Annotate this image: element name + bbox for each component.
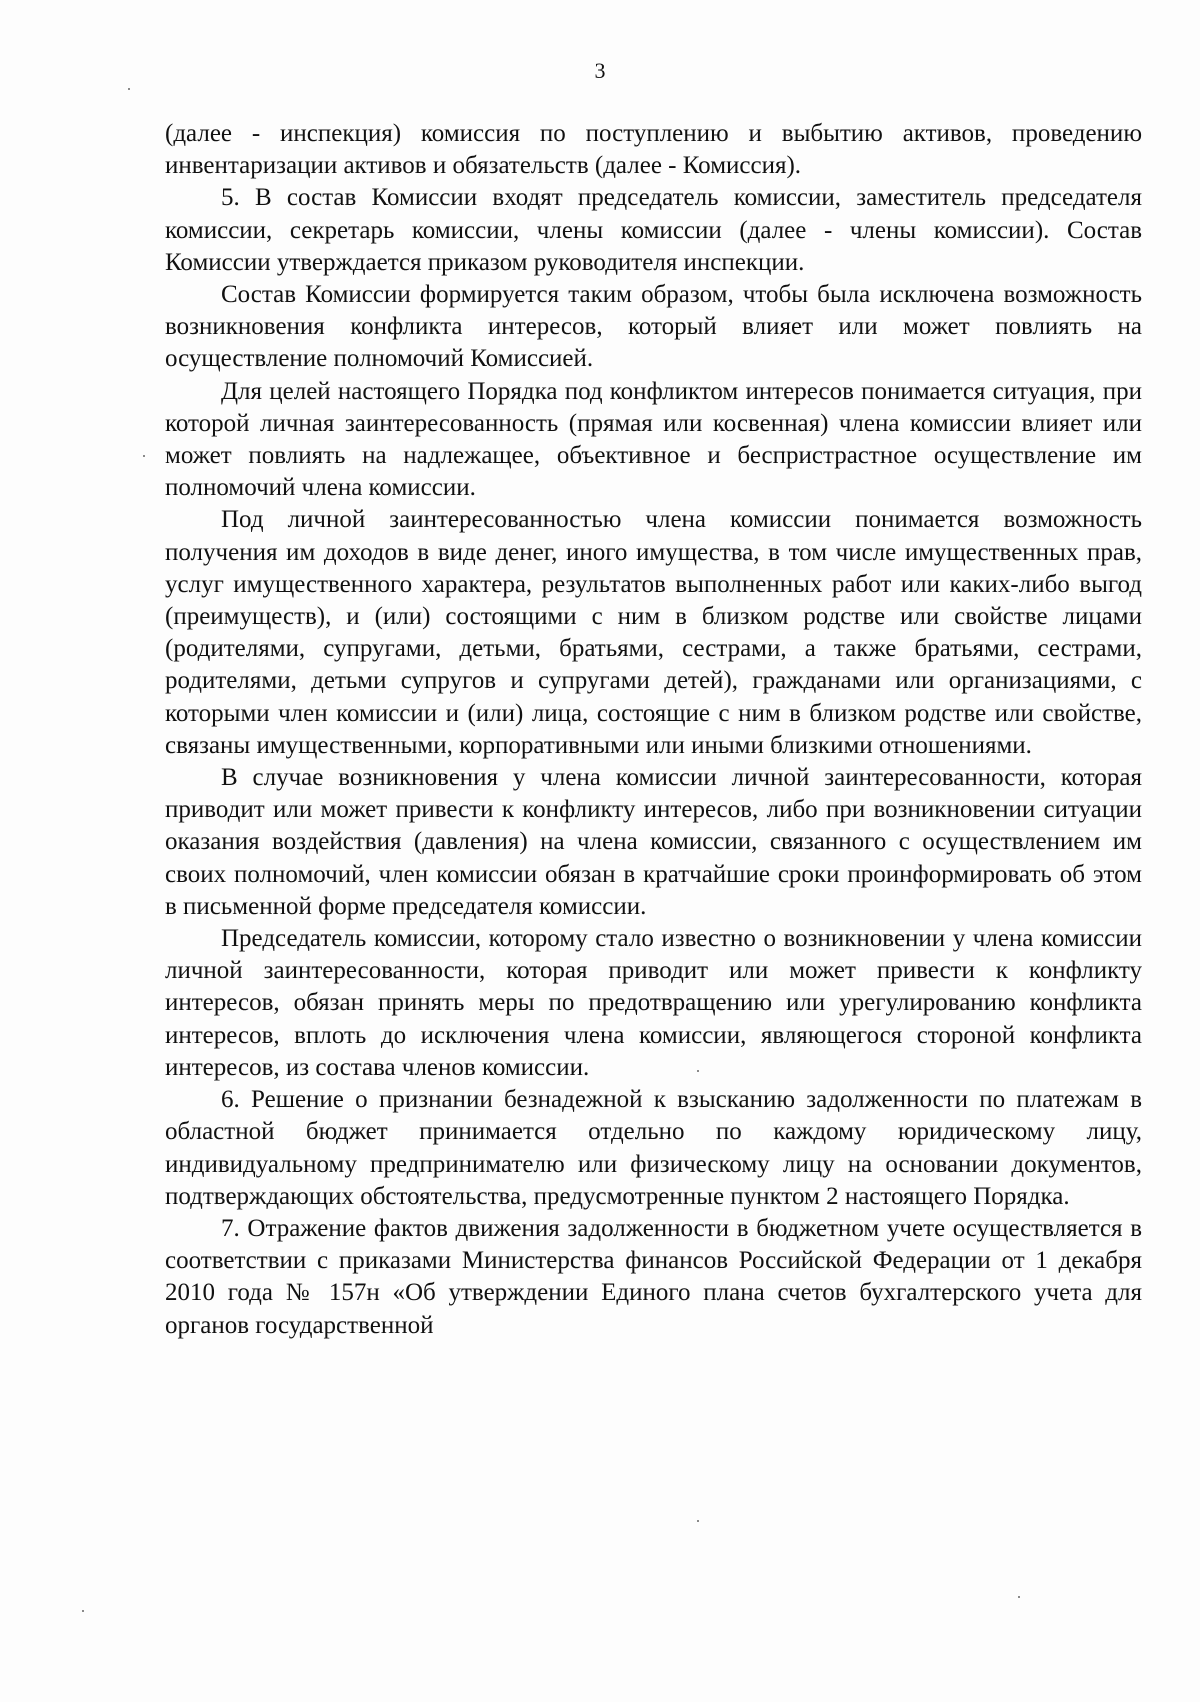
paragraph-item-7: 7. Отражение фактов движения задолженности в бюджетном учете осуществляется в соответствии с приказами Министерства финансов Российской Федерации от 1 декабря 2010 года № 157н «Об утверждении Единого плана счетов бухгалтерского учета для органов государственной: [165, 1214, 1142, 1339]
paragraph-notification-duty: В случае возникновения у члена комиссии личной заинтересованности, которая приводит или может привести к конфликту интересов, либо при возникновении ситуации оказания воздействия (давления) на члена комиссии, связанного с осуществлением им своих полномочий, член комиссии обязан в кратчайшие сроки проинформировать об этом в письменной форме председателя комиссии.: [165, 764, 1142, 920]
paragraph-conflict-definition: Для целей настоящего Порядка под конфликтом интересов понимается ситуация, при которой личная заинтересованность (прямая или косвенная) члена комиссии влияет или может повлиять на надлежащее, объективное и беспристрастное осуществление им полномочий члена комиссии.: [165, 377, 1142, 502]
paragraph-item-6: 6. Решение о признании безнадежной к взысканию задолженности по платежам в областной бюджет принимается отдельно по каждому юридическому лицу, индивидуальному предпринимателю или физическому лицу на основании документов, подтверждающих обстоятельства, предусмотренные пунктом 2 настоящего Порядка.: [165, 1086, 1142, 1210]
scan-speck: [1018, 1596, 1020, 1598]
scan-speck: [697, 1520, 699, 1522]
scan-speck: [143, 455, 145, 457]
paragraph-personal-interest: Под личной заинтересованностью члена комиссии понимается возможность получения им доходов в виде денег, иного имущества, в том числе имущественных прав, услуг имущественного характера, результатов выполненных работ или каких-либо выгод (преимуществ), и (или) состоящими с ним в близком родстве или свойстве лицами (родителями, супругами, детьми, братьями, сестрами, а также братьями, сестрами, родителями, детьми супругов и супругами детей), гражданами или организациями, с которыми член комиссии и (или) лица, состоящие с ним в близком родстве или свойстве, связаны имущественными, корпоративными или иными близкими отношениями.: [165, 506, 1142, 759]
scan-speck: [697, 1070, 699, 1072]
paragraph-commission-composition: Состав Комиссии формируется таким образом, чтобы была исключена возможность возникновения конфликта интересов, который влияет или может повлиять на осуществление полномочий Комиссией.: [165, 281, 1142, 373]
paragraph-continuation: (далее - инспекция) комиссия по поступлению и выбытию активов, проведению инвентаризации активов и обязательств (далее - Комиссия).: [165, 120, 1142, 180]
page-number: 3: [594, 58, 606, 83]
scan-speck: [128, 88, 130, 90]
paragraph-item-5: 5. В состав Комиссии входят председатель комиссии, заместитель председателя комиссии, секретарь комиссии, члены комиссии (далее - члены комиссии). Состав Комиссии утверждается приказом руководителя инспекции.: [165, 184, 1142, 276]
scan-speck: [82, 1610, 84, 1612]
document-body: [165, 118, 1142, 1342]
paragraph-chairman-measures: Председатель комиссии, которому стало известно о возникновении у члена комиссии личной заинтересованности, которая приводит или может привести к конфликту интересов, обязан принять меры по предотвращению или урегулированию конфликта интересов, вплоть до исключения члена комиссии, являющегося стороной конфликта интересов, из состава членов комиссии.: [165, 925, 1142, 1081]
